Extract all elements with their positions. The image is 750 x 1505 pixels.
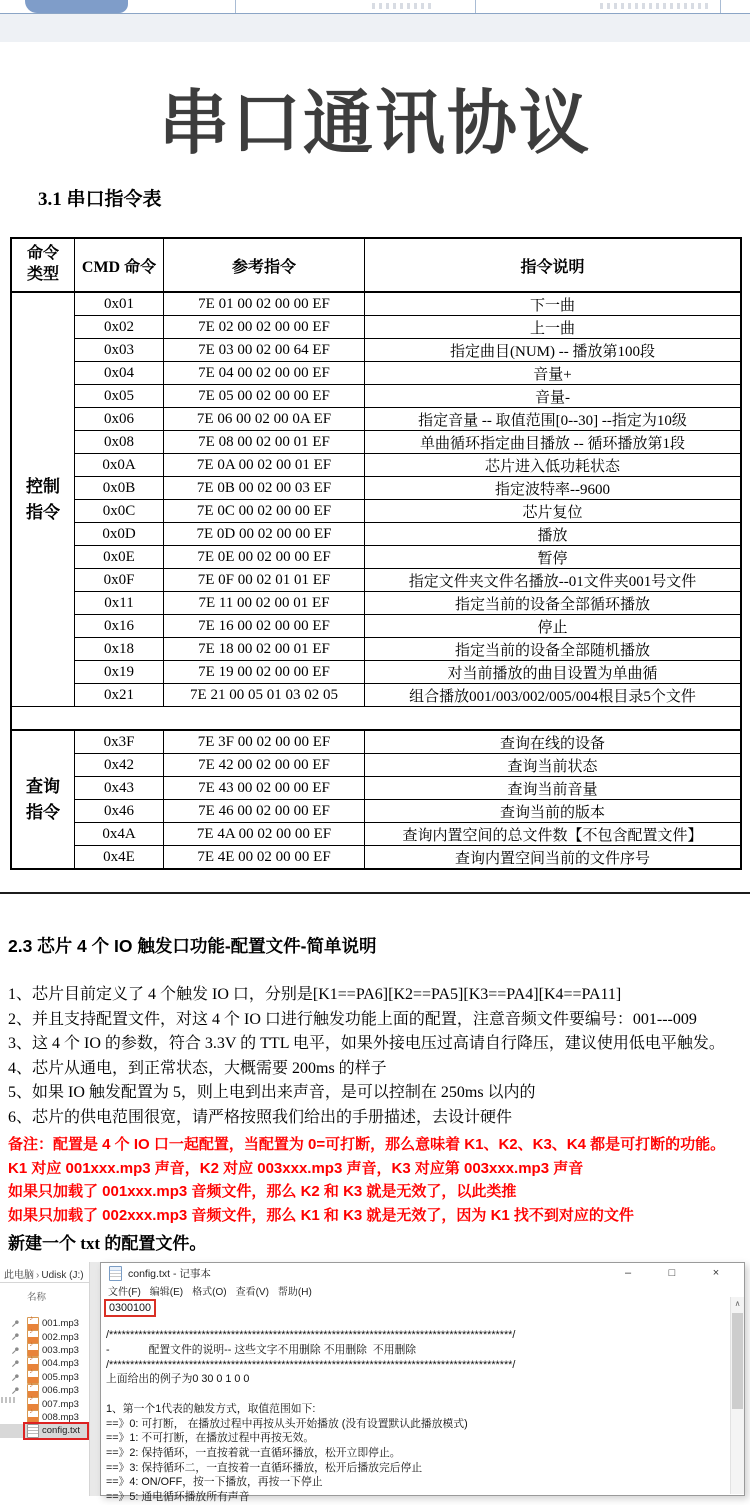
notepad-line: ==》0: 可打断， 在播放过程中再按从头开始播放 (没有设置默认此播放模式) [106,1417,468,1430]
reference-cell: 7E 0C 00 02 00 00 EF [164,500,365,522]
table-row [75,822,740,845]
reference-cell: 7E 08 00 02 00 01 EF [164,431,365,453]
red-note-item: 如果只加载了 002xxx.mp3 音频文件，那么 K1 和 K3 就是无效了，因为 K1 找不到对应的文件 [8,1206,634,1224]
query-type-cell: 查询指令 [12,731,75,868]
description-cell: 查询内置空间当前的文件序号 [454,850,650,867]
reference-cell: 7E 21 00 05 01 03 02 05 [164,684,365,706]
cutoff-divider [235,0,236,13]
cmd-cell: 0x04 [75,362,164,384]
scroll-up-icon[interactable]: ∧ [734,1299,741,1308]
description-cell: 指定曲目(NUM) -- 播放第100段 [450,343,655,360]
file-row[interactable] [0,1384,89,1397]
red-note-item: K1 对应 001xxx.mp3 声音，K2 对应 003xxx.mp3 声音，K3 对应第 003xxx.mp3 声音 [8,1159,584,1177]
file-explorer-panel [0,1262,89,1496]
cmd-cell: 0x42 [75,754,164,776]
cmd-cell: 0x0E [75,546,164,568]
reference-cell: 7E 19 00 02 00 00 EF [164,661,365,683]
faint-text-fragment [600,3,710,9]
breadcrumb-separator-icon: › [36,1270,40,1281]
menu-item[interactable]: 编辑(E) [149,1286,184,1298]
maximize-button[interactable]: □ [668,1267,676,1279]
table-row [75,293,740,315]
description-cell: 查询当前的版本 [499,804,605,821]
cmd-cell: 0x0F [75,569,164,591]
table-row [75,591,740,614]
description-cell: 单曲循环指定曲目播放 -- 循环播放第1段 [420,435,685,452]
file-name: 002.mp3 [42,1331,79,1343]
description-cell: 对当前播放的曲目设置为单曲循 [447,665,658,682]
cmd-cell: 0x19 [75,661,164,683]
cmd-cell: 0x0C [75,500,164,522]
reference-cell: 7E 0B 00 02 00 03 EF [164,477,365,499]
reference-cell: 7E 03 00 02 00 64 EF [164,339,365,361]
note-item: 1、芯片目前定义了 4 个触发 IO 口，分别是[K1==PA6][K2==PA5][K3==PA4][K4==PA11] [8,986,622,1003]
note-item: 5、如果 IO 触发配置为 5，则上电到出来声音，是可以控制在 250ms 以内的 [8,1084,536,1101]
description-cell: 查询在线的设备 [499,735,605,752]
cmd-cell: 0x05 [75,385,164,407]
notepad-icon [109,1266,122,1281]
reference-cell: 7E 18 00 02 00 01 EF [164,638,365,660]
table-row [75,545,740,568]
table-row [75,522,740,545]
file-entry [25,1397,81,1411]
name-column-header[interactable]: 名称 [27,1292,47,1303]
cmd-cell: 0x3F [75,731,164,753]
cmd-cell: 0x43 [75,777,164,799]
reference-cell: 7E 04 00 02 00 00 EF [164,362,365,384]
reference-cell: 7E 4A 00 02 00 00 EF [164,823,365,845]
file-icon [27,1410,39,1424]
menu-item[interactable]: 查看(V) [235,1286,269,1298]
table-row [75,453,740,476]
notepad-line: ==》3: 保持循环二，一直按着一直循环播放，松开后播放完后停止 [106,1461,423,1474]
pin-icon [11,1386,20,1395]
cmd-cell: 0x02 [75,316,164,338]
pin-icon [11,1346,20,1355]
pin-icon [11,1373,20,1382]
page-title: 串口通讯协议 [159,84,591,162]
description-cell: 音量+ [533,366,572,383]
reference-cell: 7E 16 00 02 00 00 EF [164,615,365,637]
file-name: config.txt [42,1425,81,1437]
notepad-line: 1、第一个1代表的触发方式，取值范围如下: [106,1402,316,1415]
window-controls [606,1263,738,1283]
faint-text-fragment [372,3,432,9]
description-cell: 指定波特率--9600 [495,481,610,498]
cmd-cell: 0x03 [75,339,164,361]
red-note-item: 如果只加载了 001xxx.mp3 音频文件，那么 K2 和 K3 就是无效了，以此类推 [8,1183,517,1200]
file-row[interactable] [0,1330,89,1343]
reference-cell: 7E 46 00 02 00 00 EF [164,800,365,822]
breadcrumb [4,1266,84,1281]
control-rows [75,293,740,706]
red-notes-list [8,1133,750,1227]
reference-cell: 7E 05 00 02 00 00 EF [164,385,365,407]
cmd-cell: 0x0B [75,477,164,499]
cmd-cell: 0x08 [75,431,164,453]
file-name: 008.mp3 [42,1411,79,1423]
cutoff-blue-cell [25,0,128,13]
query-commands-section [12,731,740,868]
description-cell: 下一曲 [529,297,575,314]
table-row [75,430,740,453]
file-entry [25,1317,81,1331]
cutoff-divider [475,0,476,13]
notepad-text-area[interactable] [102,1297,731,1503]
notepad-line: 上面给出的例子为0 30 0 1 0 0 [106,1373,250,1386]
description-cell: 暂停 [537,550,568,567]
header-command-type: 命令类型 [12,239,75,291]
menu-item[interactable]: 帮助(H) [277,1286,312,1298]
table-header-row [12,239,740,293]
reference-cell: 7E 4E 00 02 00 00 EF [164,846,365,868]
cmd-cell: 0x01 [75,293,164,315]
notepad-line: /************************************************************************************************/ [106,1358,516,1371]
cmd-cell: 0x21 [75,684,164,706]
table-row [75,338,740,361]
description-cell: 指定文件夹文件名播放--01文件夹001号文件 [408,573,697,590]
table-row [75,660,740,683]
unreadable-fragment [1,1397,15,1403]
query-rows [75,731,740,868]
red-note-item: 备注：配置是 4 个 IO 口一起配置，当配置为 0=可打断，那么意味着 K1、K2、K3、K4 都是可打断的功能。 [8,1136,726,1153]
notepad-line: /************************************************************************************************/ [106,1329,516,1342]
notepad-line [106,1387,731,1402]
table-spacer-row [12,706,740,731]
table-row [75,799,740,822]
reference-cell: 7E 43 00 02 00 00 EF [164,777,365,799]
notepad-scrollbar[interactable] [730,1297,744,1494]
description-cell: 指定音量 -- 取值范围[0--30] --指定为10级 [418,412,687,429]
pin-icon [11,1319,20,1328]
reference-cell: 7E 0E 00 02 00 00 EF [164,546,365,568]
description-cell: 查询当前音量 [507,781,598,798]
header-reference: 参考指令 [164,239,365,291]
file-entry [25,1384,81,1398]
cutoff-table-fragment [0,0,750,14]
scrollbar-thumb[interactable] [732,1313,743,1409]
table-row [75,614,740,637]
notepad-titlebar [101,1263,744,1283]
file-entry [25,1370,81,1384]
file-name: 001.mp3 [42,1318,79,1330]
cmd-cell: 0x4E [75,846,164,868]
breadcrumb-divider [0,1282,89,1283]
description-cell: 组合播放001/003/002/005/004根目录5个文件 [409,688,696,705]
reference-cell: 7E 3F 00 02 00 00 EF [164,731,365,753]
table-row [75,568,740,591]
file-name: 005.mp3 [42,1371,79,1383]
table-row [75,499,740,522]
embedded-screenshot [0,1262,750,1503]
notepad-line: ==》5: 通电循环播放所有声音 [106,1490,250,1503]
file-icon [27,1424,39,1438]
section-3-1-heading: 3.1 串口指令表 [38,189,162,210]
file-name: 003.mp3 [42,1344,79,1356]
table-row [75,776,740,799]
menu-item[interactable]: 格式(O) [192,1286,227,1298]
cutoff-divider [720,0,721,13]
reference-cell: 7E 11 00 02 00 01 EF [164,592,365,614]
description-cell: 指定当前的设备全部随机播放 [454,642,650,659]
config-value-highlighted: 0300100 [104,1299,156,1317]
file-row[interactable] [0,1371,89,1384]
table-row [75,361,740,384]
description-cell: 上一曲 [529,320,575,337]
notepad-line: ==》1: 不可打断，在播放过程中再按无效。 [106,1432,315,1445]
notepad-line: ==》4: ON/OFF，按一下播放，再按一下停止 [106,1476,323,1489]
reference-cell: 7E 0F 00 02 01 01 EF [164,569,365,591]
notepad-line: ==》2: 保持循环，一直按着就一直循环播放，松开立即停止。 [106,1446,401,1459]
pin-icon [11,1332,20,1341]
note-item: 2、并且支持配置文件，对这 4 个 IO 口进行触发功能上面的配置，注意音频文件要编号：001---009 [8,1010,697,1028]
cmd-cell: 0x0A [75,454,164,476]
file-row[interactable] [0,1344,89,1357]
file-list [0,1317,89,1438]
file-entry [25,1330,81,1344]
cmd-cell: 0x16 [75,615,164,637]
file-name: 006.mp3 [42,1385,79,1397]
notepad-line [106,1314,731,1329]
file-row[interactable] [0,1424,89,1437]
control-type-cell: 控制指令 [12,293,75,706]
description-cell: 芯片复位 [522,504,583,521]
description-cell: 查询内置空间的总文件数【不包含配置文件】 [402,827,703,844]
reference-cell: 7E 42 00 02 00 00 EF [164,754,365,776]
file-name: 004.mp3 [42,1358,79,1370]
table-row [75,476,740,499]
table-row [75,315,740,338]
reference-cell: 7E 06 00 02 00 0A EF [164,408,365,430]
file-entry [25,1357,81,1371]
file-entry [25,1343,81,1357]
breadcrumb-this-pc[interactable]: 此电脑 [4,1270,34,1281]
breadcrumb-drive[interactable]: Udisk (J:) [41,1270,84,1281]
header-description: 指令说明 [520,258,585,276]
file-row[interactable] [0,1317,89,1330]
close-button[interactable]: × [712,1267,720,1279]
notes-list [8,983,750,1130]
note-item: 4、芯片从通电，到正常状态，大概需要 200ms 的样子 [8,1059,387,1077]
table-row [75,753,740,776]
file-entry [25,1410,81,1424]
reference-cell: 7E 0D 00 02 00 00 EF [164,523,365,545]
gray-band [0,14,750,42]
cmd-cell: 0x18 [75,638,164,660]
cmd-cell: 0x4A [75,823,164,845]
description-cell: 指定当前的设备全部循环播放 [454,596,650,613]
notepad-window [100,1262,745,1503]
table-row [75,683,740,706]
header-cmd: CMD 命令 [75,239,164,291]
table-row [75,384,740,407]
reference-cell: 7E 02 00 02 00 00 EF [164,316,365,338]
file-row[interactable] [0,1357,89,1370]
note-item: 6、芯片的供电范围很宽，请严格按照我们给出的手册描述，去设计硬件 [8,1108,513,1126]
serial-command-table [10,237,742,870]
file-name: 007.mp3 [42,1398,79,1410]
cmd-cell: 0x0D [75,523,164,545]
notepad-title: config.txt - 记事本 [128,1267,211,1280]
minimize-button[interactable]: – [624,1267,632,1279]
file-row[interactable] [0,1411,89,1424]
reference-cell: 7E 0A 00 02 00 01 EF [164,454,365,476]
reference-cell: 7E 01 00 02 00 00 EF [164,293,365,315]
table-row [75,845,740,868]
table-row [75,407,740,430]
cmd-cell: 0x11 [75,592,164,614]
pin-icon [11,1359,20,1368]
cmd-cell: 0x46 [75,800,164,822]
table-row [75,637,740,660]
notepad-lines [106,1314,731,1505]
note-item: 3、这 4 个 IO 的参数，符合 3.3V 的 TTL 电平，如果外接电压过高请自行降压，建议使用低电平触发。 [8,1035,725,1052]
cmd-cell: 0x06 [75,408,164,430]
notepad-menubar [101,1283,744,1297]
description-cell: 芯片进入低功耗状态 [484,458,620,475]
section-2-3-heading: 2.3 芯片 4 个 IO 触发口功能-配置文件-简单说明 [8,936,377,956]
menu-item[interactable]: 文件(F) [108,1286,141,1298]
description-cell: 停止 [537,619,568,636]
description-cell: 查询当前状态 [507,758,598,775]
file-entry [25,1424,87,1438]
horizontal-divider [0,892,750,894]
table-row [75,731,740,753]
control-commands-section [12,293,740,706]
notepad-line: - 配置文件的说明-- 这些文字不用删除 不用删除 不用删除 [106,1344,417,1357]
description-cell: 音量- [535,389,570,406]
description-cell: 播放 [537,527,568,544]
final-note: 新建一个 txt 的配置文件。 [8,1234,207,1253]
